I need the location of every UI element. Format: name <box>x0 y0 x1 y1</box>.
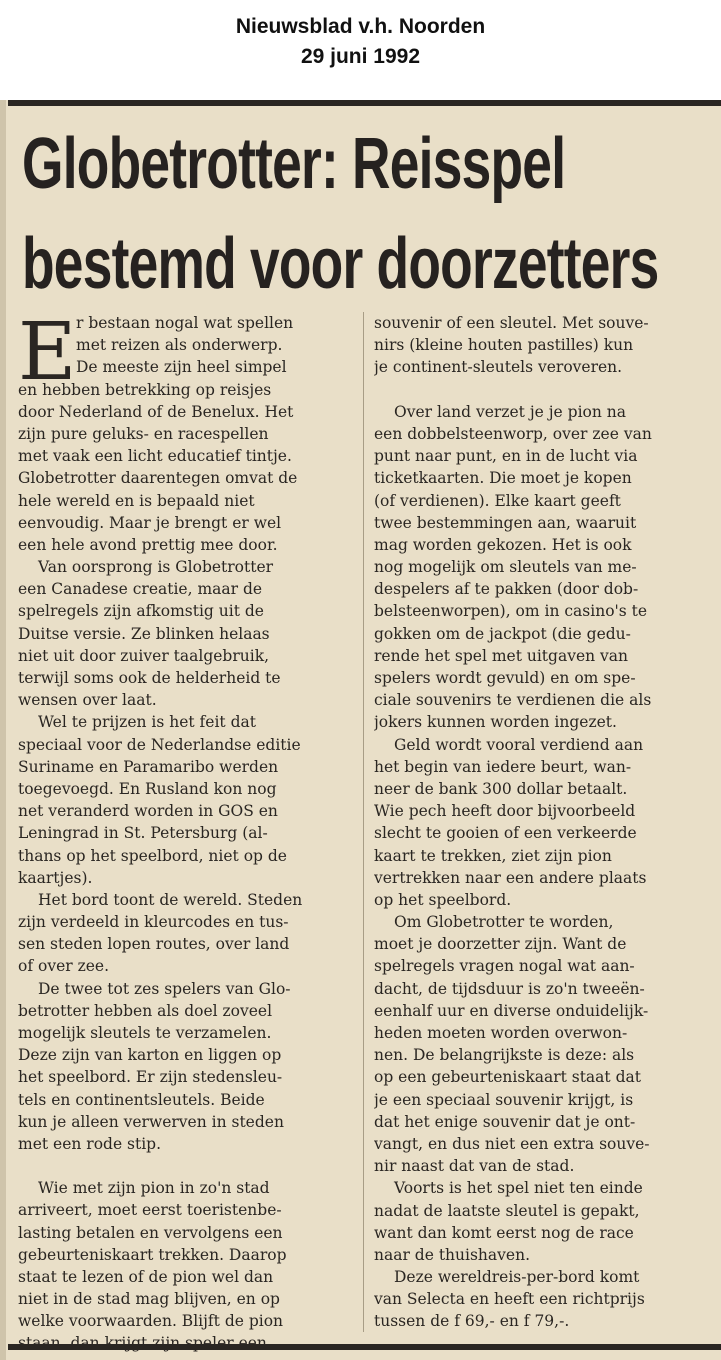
text-line: neer de bank 300 dollar betaalt. <box>374 779 628 798</box>
text-line: spelregels vragen nogal wat aan- <box>374 957 635 976</box>
text-line: Van oorsprong is Globetrotter <box>38 558 274 577</box>
text-line: rende het spel met uitgaven van <box>374 646 629 665</box>
text-line: tels en continentsleutels. Beide <box>18 1090 265 1109</box>
bottom-rule <box>8 1344 721 1350</box>
text-line: De twee tot zes spelers van Glo- <box>38 979 291 998</box>
text-line: of over zee. <box>18 957 110 976</box>
text-line: souvenir of een sleutel. Met souve- <box>374 314 649 332</box>
text-line: dacht, de tijdsduur is zo'n tweeën- <box>374 979 645 998</box>
text-line: het speelbord. Er zijn stedensleu- <box>18 1068 283 1087</box>
text-line: slecht te gooien of een verkeerde <box>374 824 637 843</box>
text-line: naar de thuishaven. <box>374 1245 530 1264</box>
source-title: Nieuwsblad v.h. Noorden <box>235 15 486 38</box>
text-line: Wel te prijzen is het feit dat <box>38 713 256 732</box>
text-line: Wie met zijn pion in zo'n stad <box>38 1179 270 1198</box>
text-line: eenvoudig. Maar je brengt er wel <box>18 513 282 532</box>
text-line: een dobbelsteenworp, over zee van <box>374 424 652 443</box>
text-line: betrotter hebben als doel zoveel <box>18 1001 273 1020</box>
text-line: gebeurteniskaart trekken. Daarop <box>18 1245 287 1264</box>
text-line: heden moeten worden overwon- <box>374 1024 628 1042</box>
text-line: mogelijk sleutels te verzamelen. <box>18 1024 272 1042</box>
text-line: Over land verzet je je pion na <box>394 402 626 421</box>
text-line: nirs (kleine houten pastilles) kun <box>374 336 634 355</box>
text-line: je een speciaal souvenir krijgt, is <box>374 1090 634 1109</box>
text-line: lasting betalen en vervolgens een <box>18 1223 283 1242</box>
text-line: Leningrad in St. Petersburg (al- <box>18 824 268 843</box>
text-line: dat het enige souvenir dat je ont- <box>374 1112 636 1131</box>
text-line: welke voorwaarden. Blijft de pion <box>18 1312 284 1331</box>
text-line: moet je doorzetter zijn. Want de <box>374 935 627 954</box>
text-line: r bestaan nogal wat spellen <box>76 314 294 332</box>
text-line: een hele avond prettig mee door. <box>18 535 278 554</box>
text-line: gokken om de jackpot (die gedu- <box>374 624 631 643</box>
clipping-left-edge <box>0 100 6 1360</box>
text-line: van Selecta en heeft een richtprijs <box>374 1290 645 1309</box>
text-line: eenhalf uur en diverse onduidelijk- <box>374 1001 649 1020</box>
text-line: vertrekken naar een andere plaats <box>374 868 647 887</box>
text-line: nadat de laatste sleutel is gepakt, <box>374 1201 640 1220</box>
text-line: De meeste zijn heel simpel <box>76 358 287 377</box>
headline-line-1: Globetrotter: Reisspel <box>22 124 566 204</box>
text-line: kun je alleen verwerven in steden <box>18 1112 284 1131</box>
text-line: het begin van iedere beurt, wan- <box>374 757 632 776</box>
top-rule <box>8 100 721 106</box>
text-line: mag worden gekozen. Het is ook <box>374 535 632 554</box>
text-line: tussen de f 69,- en f 79,-. <box>374 1312 570 1331</box>
text-line: toegevoegd. En Rusland kon nog <box>18 779 277 798</box>
column-divider <box>363 312 364 1332</box>
text-line: punt naar punt, en in de lucht via <box>374 447 638 466</box>
text-line: Geld wordt vooral verdiend aan <box>394 735 644 754</box>
text-line: nog mogelijk om sleutels van me- <box>374 558 637 577</box>
article-column-right <box>374 312 714 1333</box>
text-line: wensen over laat. <box>18 691 157 710</box>
text-line: belsteenworpen), om in casino's te <box>374 602 648 621</box>
text-line: zijn pure geluks- en racespellen <box>18 424 269 443</box>
text-line: niet uit door zuiver taalgebruik, <box>18 646 270 665</box>
text-line: met een rode stip. <box>18 1134 162 1153</box>
text-line: je continent-sleutels veroveren. <box>374 358 623 377</box>
text-line: kaart te trekken, ziet zijn pion <box>374 846 612 865</box>
text-line: Het bord toont de wereld. Steden <box>38 890 303 909</box>
text-line: met reizen als onderwerp. <box>76 336 283 355</box>
text-line: Voorts is het spel niet ten einde <box>394 1179 643 1198</box>
text-line: nen. De belangrijkste is deze: als <box>374 1046 635 1065</box>
text-line: hele wereld en is bepaald niet <box>18 491 255 510</box>
text-line: speciaal voor de Nederlandse editie <box>18 735 301 754</box>
text-line: net veranderd worden in GOS en <box>18 802 278 821</box>
text-line: (of verdienen). Elke kaart geeft <box>374 491 621 510</box>
text-line: twee bestemmingen aan, waaruit <box>374 513 637 532</box>
text-line: sen steden lopen routes, over land <box>18 935 290 954</box>
text-line: een Canadese creatie, maar de <box>18 580 263 599</box>
article-column-left <box>18 305 358 1355</box>
text-line: Wie pech heeft door bijvoorbeeld <box>374 802 636 821</box>
text-line: Deze zijn van karton en liggen op <box>18 1046 282 1065</box>
text-line: spelers wordt gevuld) en om spe- <box>374 669 636 687</box>
text-line: thans op het speelbord, niet op de <box>18 846 287 865</box>
text-line: zijn verdeeld in kleurcodes en tus- <box>18 913 289 932</box>
text-line: Suriname en Paramaribo werden <box>18 757 279 776</box>
source-caption <box>0 0 721 100</box>
text-line: want dan komt eerst nog de race <box>374 1223 634 1242</box>
text-line: en hebben betrekking op reisjes <box>18 380 272 399</box>
text-line: spelregels zijn afkomstig uit de <box>18 602 264 621</box>
text-line: op het speelbord. <box>374 890 512 909</box>
text-line: arriveert, moet eerst toeristenbe- <box>18 1201 282 1220</box>
text-line: door Nederland of de Benelux. Het <box>18 402 294 421</box>
source-date: 29 juni 1992 <box>300 45 421 68</box>
text-line <box>374 379 714 401</box>
text-line: despelers af te pakken (door dob- <box>374 580 639 599</box>
headline <box>22 114 721 314</box>
text-line: jokers kunnen worden ingezet. <box>374 713 617 732</box>
text-line: met vaak een licht educatief tintje. <box>18 447 292 466</box>
text-line: vangt, en dus niet een extra souve- <box>374 1134 650 1153</box>
text-line: Duitse versie. Ze blinken helaas <box>18 624 270 643</box>
newspaper-clipping <box>0 100 721 1360</box>
text-line: Om Globetrotter te worden, <box>394 913 614 932</box>
text-line: kaartjes). <box>18 868 93 887</box>
headline-line-2: bestemd voor doorzetters <box>22 224 659 304</box>
text-line: op een gebeurteniskaart staat dat <box>374 1068 641 1087</box>
text-line: Deze wereldreis-per-bord komt <box>394 1268 640 1287</box>
text-line: Globetrotter daarentegen omvat de <box>18 469 298 488</box>
text-line: nir naast dat van de stad. <box>374 1157 575 1176</box>
text-line: terwijl soms ook de helderheid te <box>18 669 281 687</box>
text-line: ciale souvenirs te verdienen die als <box>374 691 652 710</box>
text-line: niet in de stad mag blijven, en op <box>18 1290 280 1309</box>
drop-cap: E <box>18 305 77 398</box>
text-line: ticketkaarten. Die moet je kopen <box>374 469 632 488</box>
text-line: staat te lezen of de pion wel dan <box>18 1267 274 1286</box>
